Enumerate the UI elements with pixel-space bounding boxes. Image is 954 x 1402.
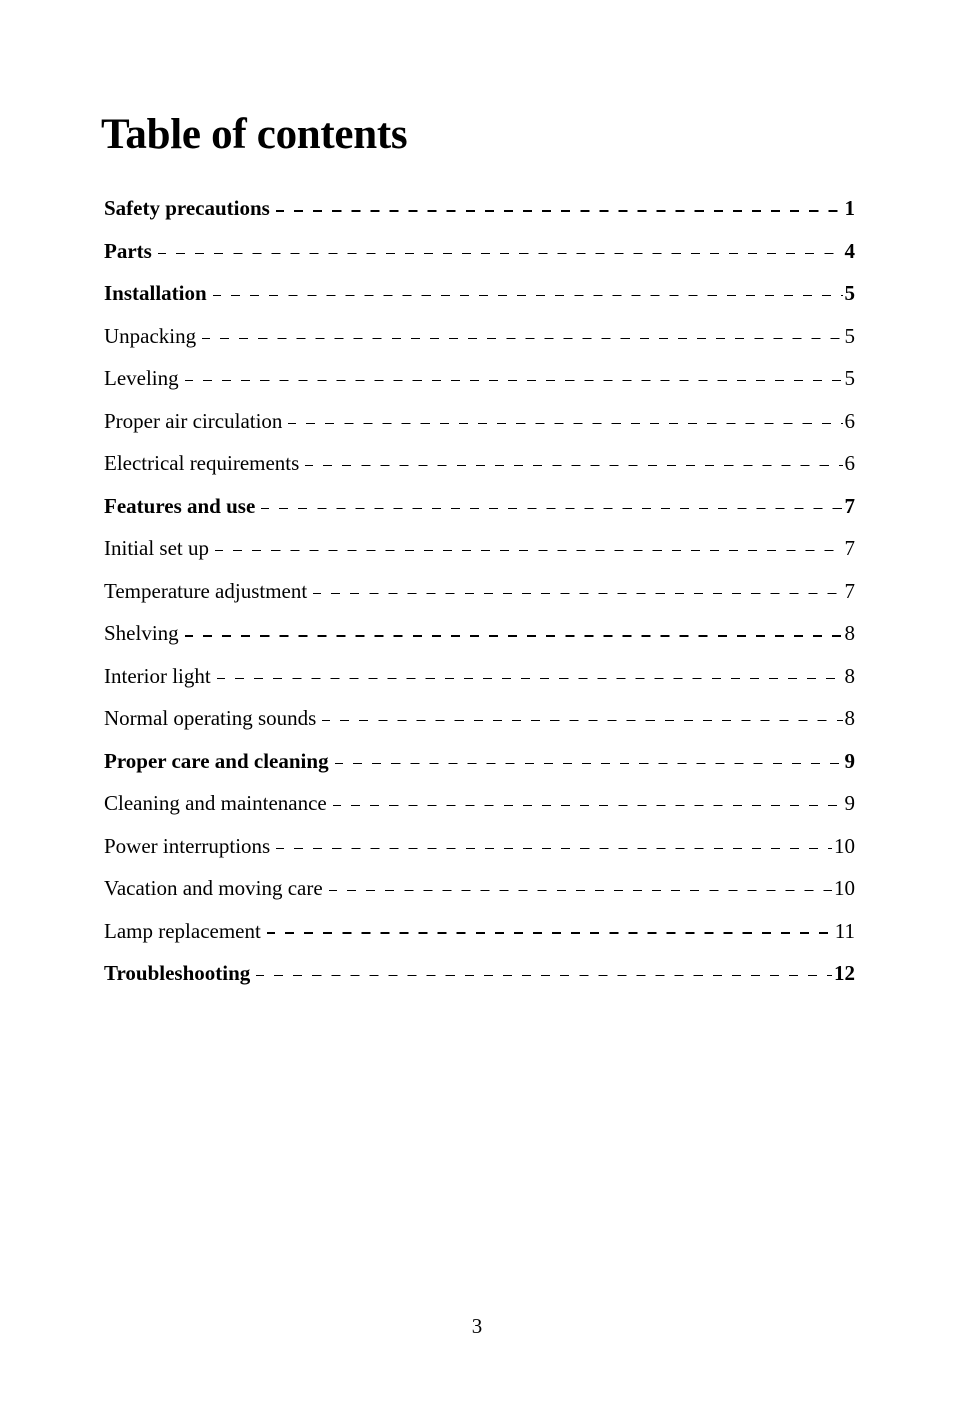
toc-entry-page: 9 xyxy=(844,748,855,773)
toc-entry-page: 4 xyxy=(844,238,855,263)
toc-entry[interactable] xyxy=(104,825,855,868)
toc-dot-leader xyxy=(276,848,832,849)
toc-entry-page: 11 xyxy=(834,918,855,943)
toc-entry-page: 10 xyxy=(834,833,855,858)
toc-entry-page: 6 xyxy=(844,408,855,433)
toc-entry[interactable] xyxy=(104,315,855,358)
toc-dot-leader xyxy=(329,890,832,891)
toc-dot-leader xyxy=(158,253,843,254)
toc-dot-leader xyxy=(305,465,842,466)
toc-entry-page: 5 xyxy=(844,281,855,305)
toc-entry-label: Initial set up xyxy=(104,536,209,560)
toc-entry-page: 8 xyxy=(844,621,855,645)
toc-dot-leader xyxy=(267,932,833,934)
toc-entry[interactable] xyxy=(104,697,855,740)
toc-dot-leader xyxy=(256,975,832,976)
toc-dot-leader xyxy=(333,805,843,806)
toc-entry[interactable] xyxy=(104,357,855,400)
toc-entry[interactable] xyxy=(104,187,855,230)
toc-entry-page: 9 xyxy=(844,791,855,815)
toc-entry[interactable] xyxy=(104,485,855,528)
toc-entry-page: 10 xyxy=(834,876,855,900)
toc-entry-label: Features and use xyxy=(104,493,256,518)
toc-entry[interactable] xyxy=(104,527,855,570)
toc-entry-page: 12 xyxy=(834,961,855,985)
toc-dot-leader xyxy=(217,678,843,679)
toc-dot-leader xyxy=(215,550,843,551)
toc-entry-label: Vacation and moving care xyxy=(104,876,323,900)
toc-entry[interactable] xyxy=(104,570,855,613)
toc-entry-page: 7 xyxy=(844,493,855,518)
toc-dot-leader xyxy=(213,295,843,296)
toc-entry-label: Normal operating sounds xyxy=(104,706,317,730)
toc-entry-label: Troubleshooting xyxy=(104,961,251,985)
toc-entry-label: Unpacking xyxy=(104,323,197,348)
toc-entry-label: Proper care and cleaning xyxy=(104,748,329,773)
toc-entry[interactable] xyxy=(104,952,855,995)
toc-entry-page: 5 xyxy=(844,323,855,348)
table-of-contents xyxy=(104,187,855,995)
toc-entry[interactable] xyxy=(104,910,855,953)
toc-entry-page: 8 xyxy=(844,706,855,730)
toc-entry-page: 6 xyxy=(844,451,855,475)
toc-entry-label: Cleaning and maintenance xyxy=(104,791,327,815)
toc-entry-label: Parts xyxy=(104,238,152,263)
toc-entry-label: Proper air circulation xyxy=(104,408,283,433)
toc-entry-label: Installation xyxy=(104,281,207,305)
toc-dot-leader xyxy=(185,380,843,381)
toc-entry-page: 8 xyxy=(844,663,855,688)
toc-entry[interactable] xyxy=(104,400,855,443)
toc-dot-leader xyxy=(261,508,842,509)
toc-entry[interactable] xyxy=(104,740,855,783)
page-title: Table of contents xyxy=(101,111,408,158)
toc-dot-leader xyxy=(276,210,843,212)
page-number: 3 xyxy=(471,1314,483,1338)
toc-entry-page: 5 xyxy=(844,366,855,390)
toc-entry-page: 7 xyxy=(844,578,855,603)
toc-entry-label: Interior light xyxy=(104,663,211,688)
toc-dot-leader xyxy=(202,338,842,339)
toc-entry-label: Temperature adjustment xyxy=(104,578,308,603)
toc-dot-leader xyxy=(322,720,842,721)
toc-entry-page: 1 xyxy=(844,196,855,220)
toc-entry-label: Lamp replacement xyxy=(104,918,261,943)
toc-entry[interactable] xyxy=(104,272,855,315)
toc-entry-label: Shelving xyxy=(104,621,179,645)
toc-dot-leader xyxy=(335,763,843,764)
toc-entry[interactable] xyxy=(104,442,855,485)
toc-entry[interactable] xyxy=(104,782,855,825)
toc-dot-leader xyxy=(185,635,843,637)
toc-dot-leader xyxy=(313,593,842,594)
toc-entry-page: 7 xyxy=(844,536,855,560)
toc-dot-leader xyxy=(288,423,842,424)
toc-entry-label: Leveling xyxy=(104,366,179,390)
toc-entry[interactable] xyxy=(104,230,855,273)
toc-entry-label: Safety precautions xyxy=(104,196,270,220)
toc-entry[interactable] xyxy=(104,867,855,910)
toc-entry[interactable] xyxy=(104,655,855,698)
toc-entry-label: Electrical requirements xyxy=(104,451,300,475)
toc-entry[interactable] xyxy=(104,612,855,655)
toc-entry-label: Power interruptions xyxy=(104,833,271,858)
